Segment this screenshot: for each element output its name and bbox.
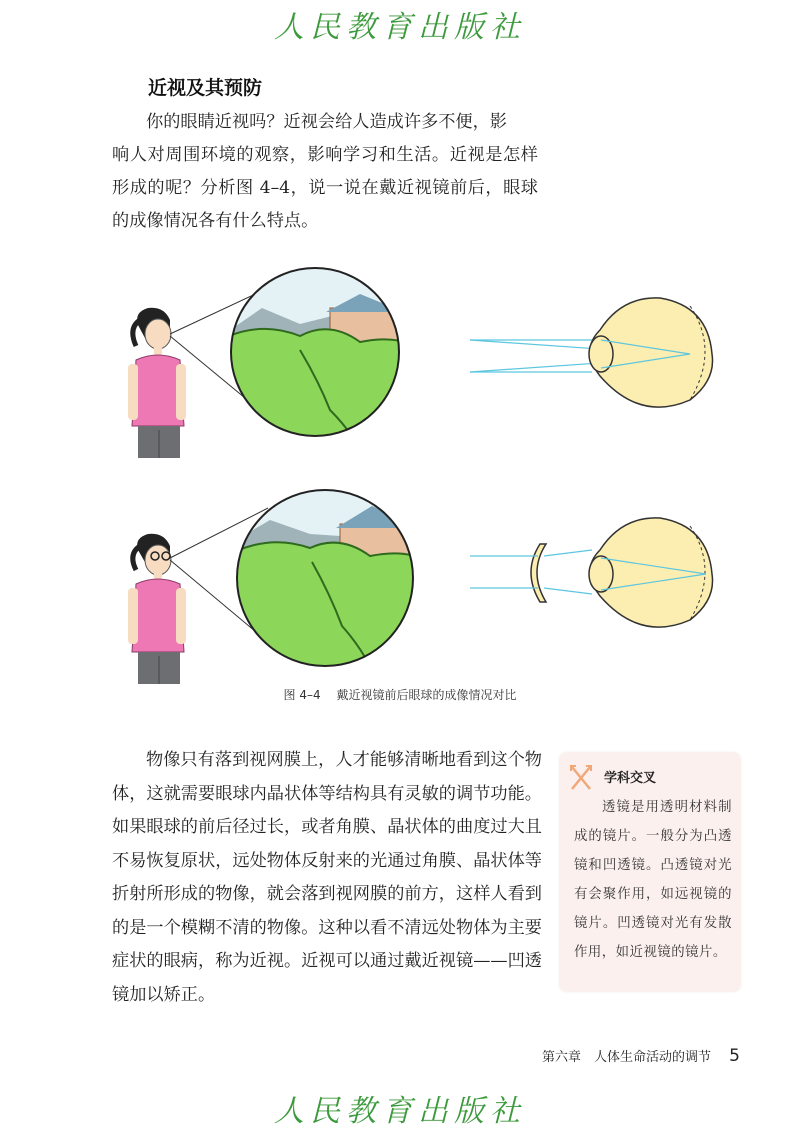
- intro-first-line: 你的眼睛近视吗？近视会给人造成许多不便，影: [146, 112, 507, 132]
- concave-lens: [531, 544, 546, 602]
- sidebar-text: 透镜是用透明材料制成的镜片。一般分为凸透镜和凹透镜。凸透镜对光有会聚作用，如远视镜的镜片。凹透镜对光有发散作用，如近视镜的镜片。: [574, 800, 732, 960]
- eyeball-corrected: [589, 518, 713, 627]
- section-title: 近视及其预防: [148, 77, 263, 99]
- cross-discipline-box: [560, 753, 740, 991]
- figure-caption: [0, 686, 800, 703]
- chapter-title: 第六章 人体生命活动的调节: [542, 1050, 712, 1065]
- clear-scene-view: [230, 480, 430, 680]
- body-paragraph-text: 物像只有落到视网膜上，人才能够清晰地看到这个物体，这就需要眼球内晶状体等结构具有灵敏的调节功能。如果眼球的前后径过长，或者角膜、晶状体的曲度过大且不易恢复原状，远处物体反射来的光通过角膜、晶状体等折射所形成的物像，就会落到视网膜的前方，这样人看到的是一个模糊不清的物像。这种以看不清远处物体为主要症状的眼病，称为近视。近视可以通过戴近视镜——凹透镜加以矫正。: [112, 750, 542, 1005]
- figure-4-4: [0, 250, 800, 690]
- crossing-arrows-icon: [568, 763, 594, 793]
- publisher-logo-top: 人民教育出版社: [274, 10, 526, 45]
- sidebar-title: 学科交叉: [604, 771, 657, 786]
- publisher-logo-bottom: 人民教育出版社: [274, 1094, 526, 1129]
- blurry-scene-view: [220, 260, 420, 460]
- figure-caption-text: 戴近视镜前后眼球的成像情况对比: [336, 688, 517, 702]
- person-with-glasses: [128, 534, 186, 684]
- eyeball-myopic: [589, 298, 713, 407]
- figure-label: 图 4–4: [283, 688, 321, 702]
- body-paragraph: [112, 744, 542, 1012]
- page-number: 5: [729, 1046, 740, 1066]
- page-footer: [0, 1046, 740, 1066]
- crystalline-lens: [589, 556, 613, 592]
- intro-paragraph: [112, 106, 538, 238]
- intro-rest: 响人对周围环境的观察，影响学习和生活。近视是怎样形成的呢？分析图 4–4，说一说在戴近视镜前后，眼球的成像情况各有什么特点。: [112, 145, 538, 231]
